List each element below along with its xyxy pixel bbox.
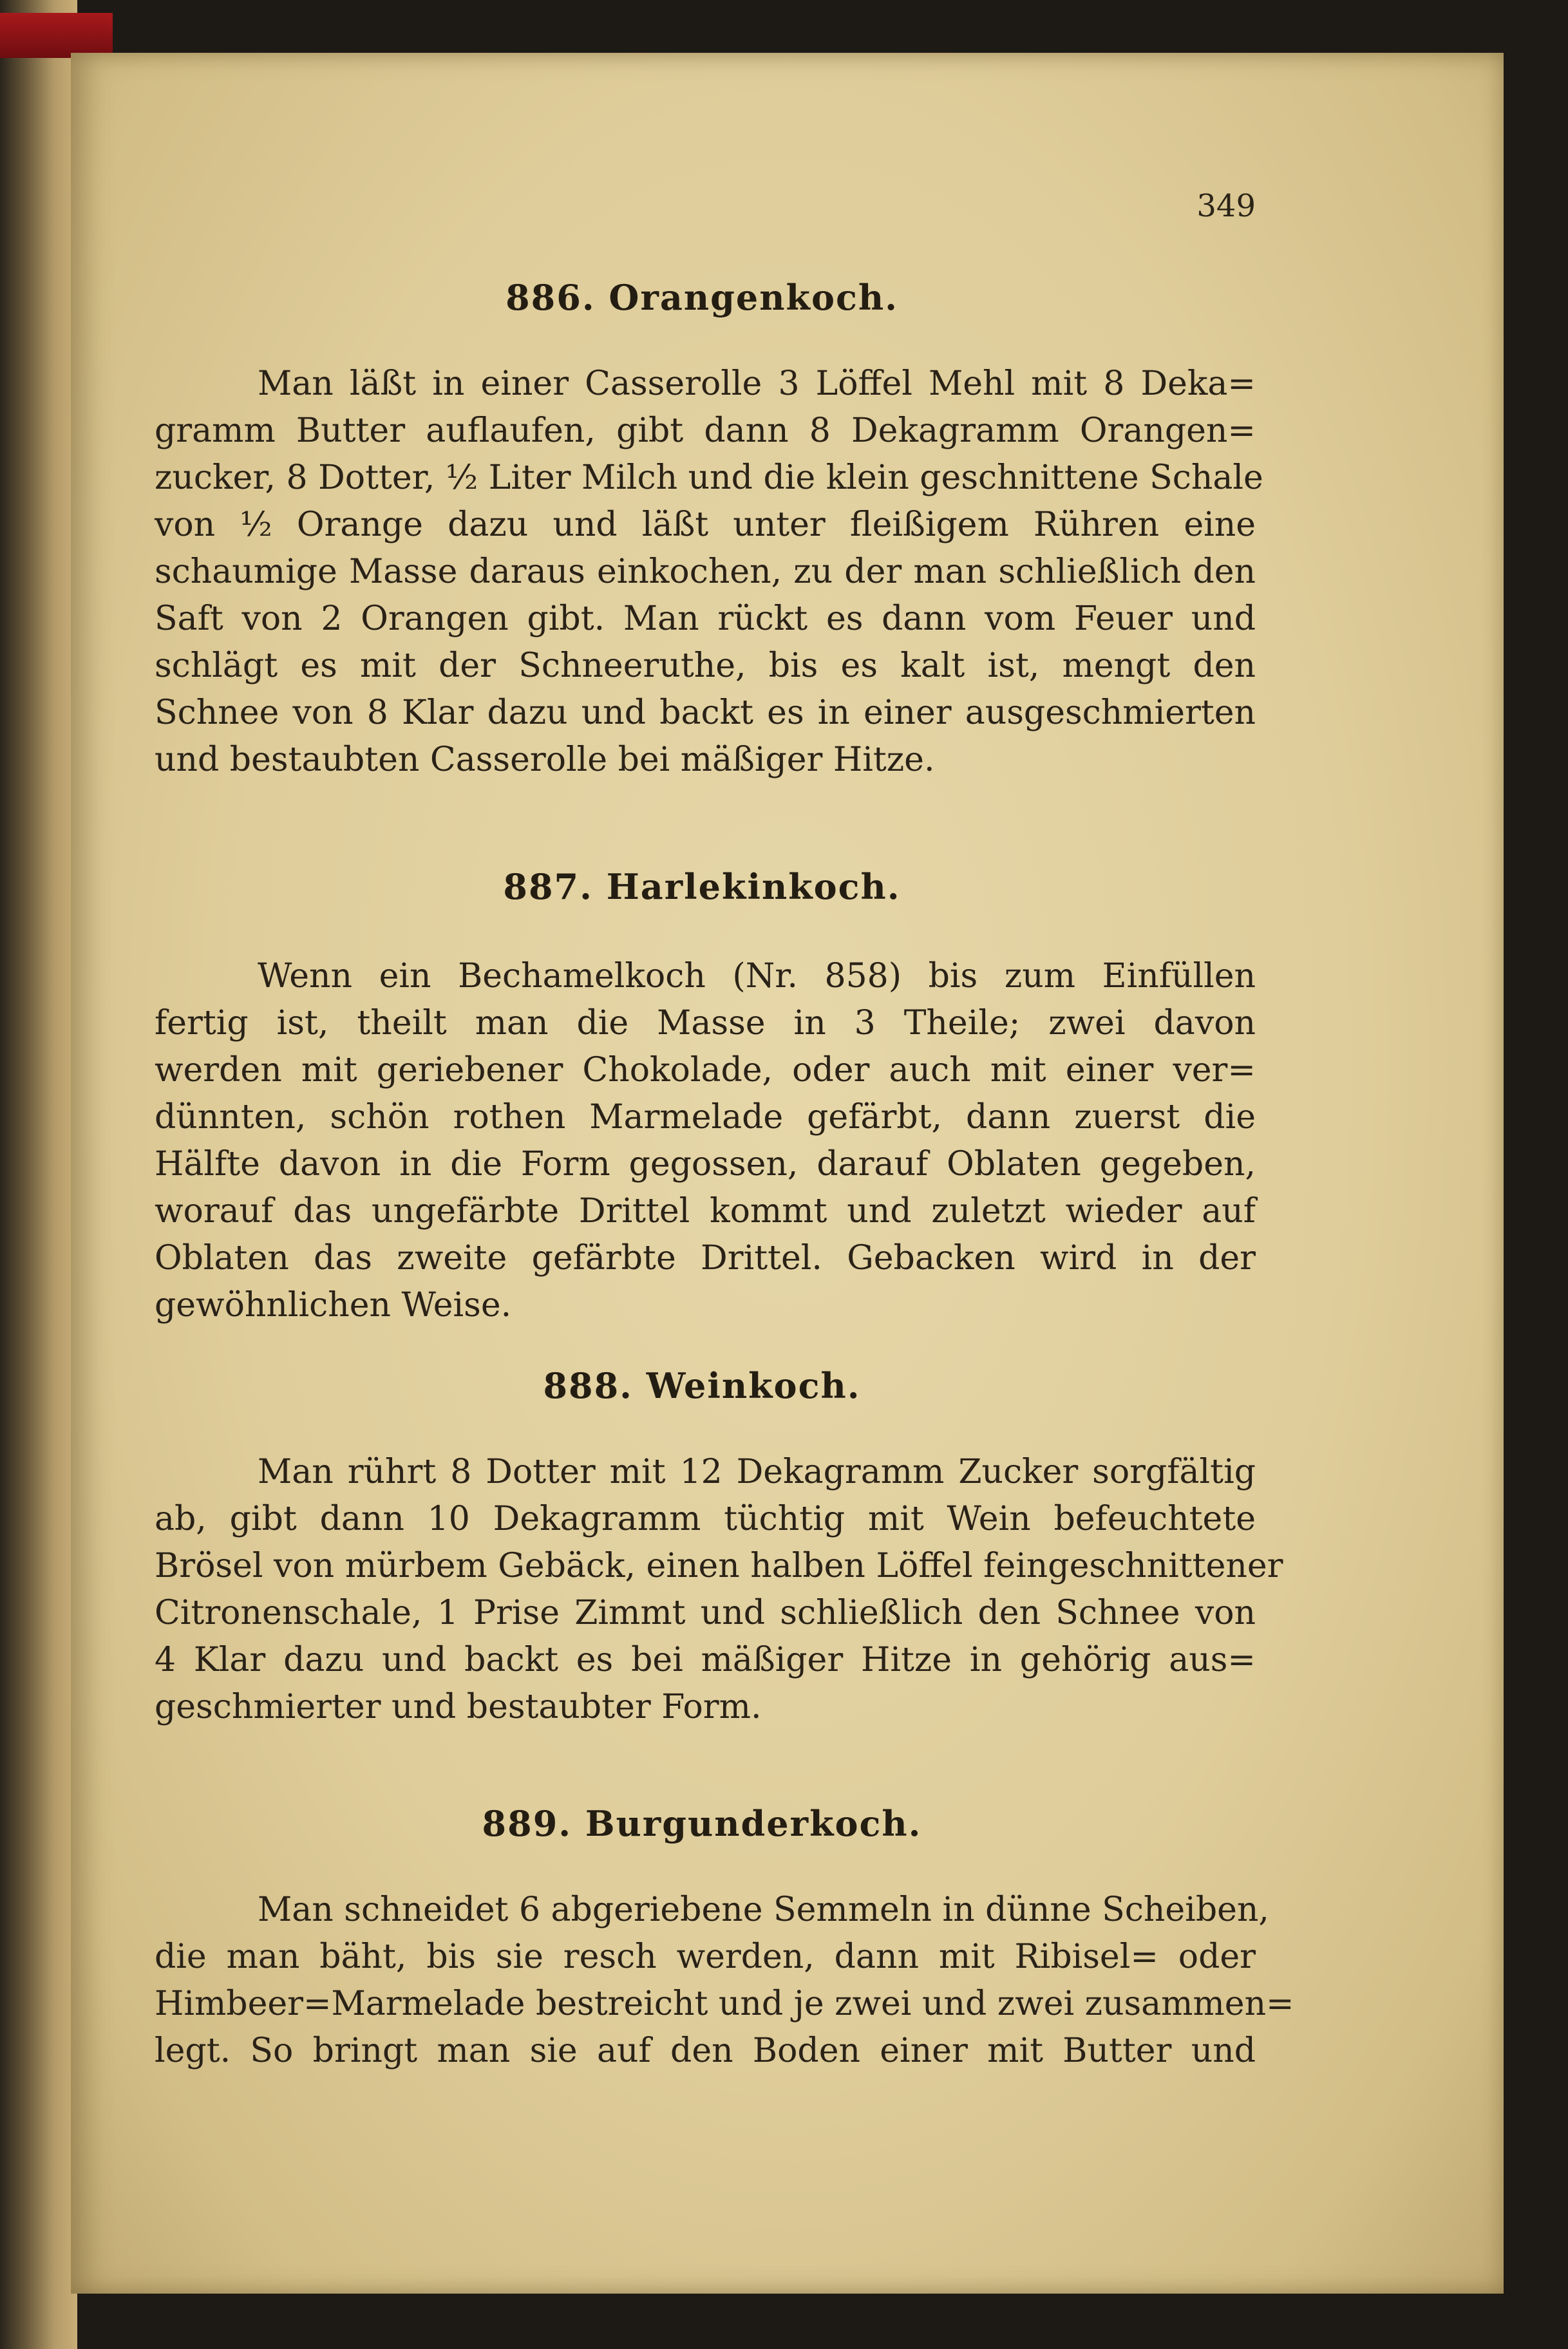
text-line: schlägt es mit der Schneeruthe, bis es kalt ist, mengt den [155,646,1256,685]
text-line: gramm Butter auflaufen, gibt dann 8 Dekagramm Orangen= [155,411,1256,450]
book-spine [0,0,77,2349]
text-line: geschmierter und bestaubter Form. [155,1688,762,1726]
recipe-text-887 [155,953,1256,1329]
text-line: von ½ Orange dazu und läßt unter fleißigem Rühren eine [155,505,1256,544]
recipe-text-888 [155,1449,1283,1731]
text-line: schaumige Masse daraus einkochen, zu der man schließlich den [155,552,1256,591]
text-line: die man bäht, bis sie resch werden, dann mit Ribisel= oder [155,1938,1256,1976]
text-line: Hälfte davon in die Form gegossen, darauf Oblaten gegeben, [155,1145,1256,1184]
text-line: Man läßt in einer Casserolle 3 Löffel Mehl mit 8 Deka= [258,364,1256,403]
text-line: Saft von 2 Orangen gibt. Man rückt es dann vom Feuer und [155,599,1256,638]
text-line: Citronenschale, 1 Prise Zimmt und schließlich den Schnee von [155,1594,1256,1632]
text-line: gewöhnlichen Weise. [155,1286,512,1325]
page-number: 349 [1196,188,1256,224]
text-line: legt. So bringt man sie auf den Boden einer mit Butter und [155,2032,1256,2070]
text-line: 4 Klar dazu und backt es bei mäßiger Hitze in gehörig aus= [155,1641,1256,1679]
recipe-heading-886: 886. Orangenkoch. [505,277,898,318]
recipe-heading-887: 887. Harlekinkoch. [503,866,901,907]
recipe-heading-889: 889. Burgunderkoch. [482,1803,922,1844]
text-line: Brösel von mürbem Gebäck, einen halben Löffel feingeschnittener [155,1547,1283,1585]
text-line: zucker, 8 Dotter, ½ Liter Milch und die klein geschnittene Schale [155,458,1263,497]
text-line: worauf das ungefärbte Drittel kommt und zuletzt wieder auf [155,1192,1256,1231]
text-line: werden mit geriebener Chokolade, oder auch mit einer ver= [155,1051,1256,1090]
text-line: Wenn ein Bechamelkoch (Nr. 858) bis zum Einfüllen [258,957,1256,995]
recipe-text-889 [155,1887,1294,2075]
text-line: dünnten, schön rothen Marmelade gefärbt, dann zuerst die [155,1098,1256,1137]
text-line: Oblaten das zweite gefärbte Drittel. Gebacken wird in der [155,1239,1256,1278]
text-line: Man schneidet 6 abgeriebene Semmeln in dünne Scheiben, [258,1891,1269,1929]
text-line: und bestaubten Casserolle bei mäßiger Hitze. [155,741,935,779]
recipe-text-886 [155,361,1263,784]
bookmark-ribbon [0,13,113,58]
text-line: fertig ist, theilt man die Masse in 3 Theile; zwei davon [155,1004,1256,1042]
text-line: ab, gibt dann 10 Dekagramm tüchtig mit Wein befeuchtete [155,1500,1256,1538]
text-line: Schnee von 8 Klar dazu und backt es in einer ausgeschmierten [155,693,1256,732]
recipe-heading-888: 888. Weinkoch. [543,1365,861,1406]
text-line: Man rührt 8 Dotter mit 12 Dekagramm Zucker sorgfältig [258,1453,1256,1491]
text-line: Himbeer=Marmelade bestreicht und je zwei und zwei zusammen= [155,1985,1294,2023]
